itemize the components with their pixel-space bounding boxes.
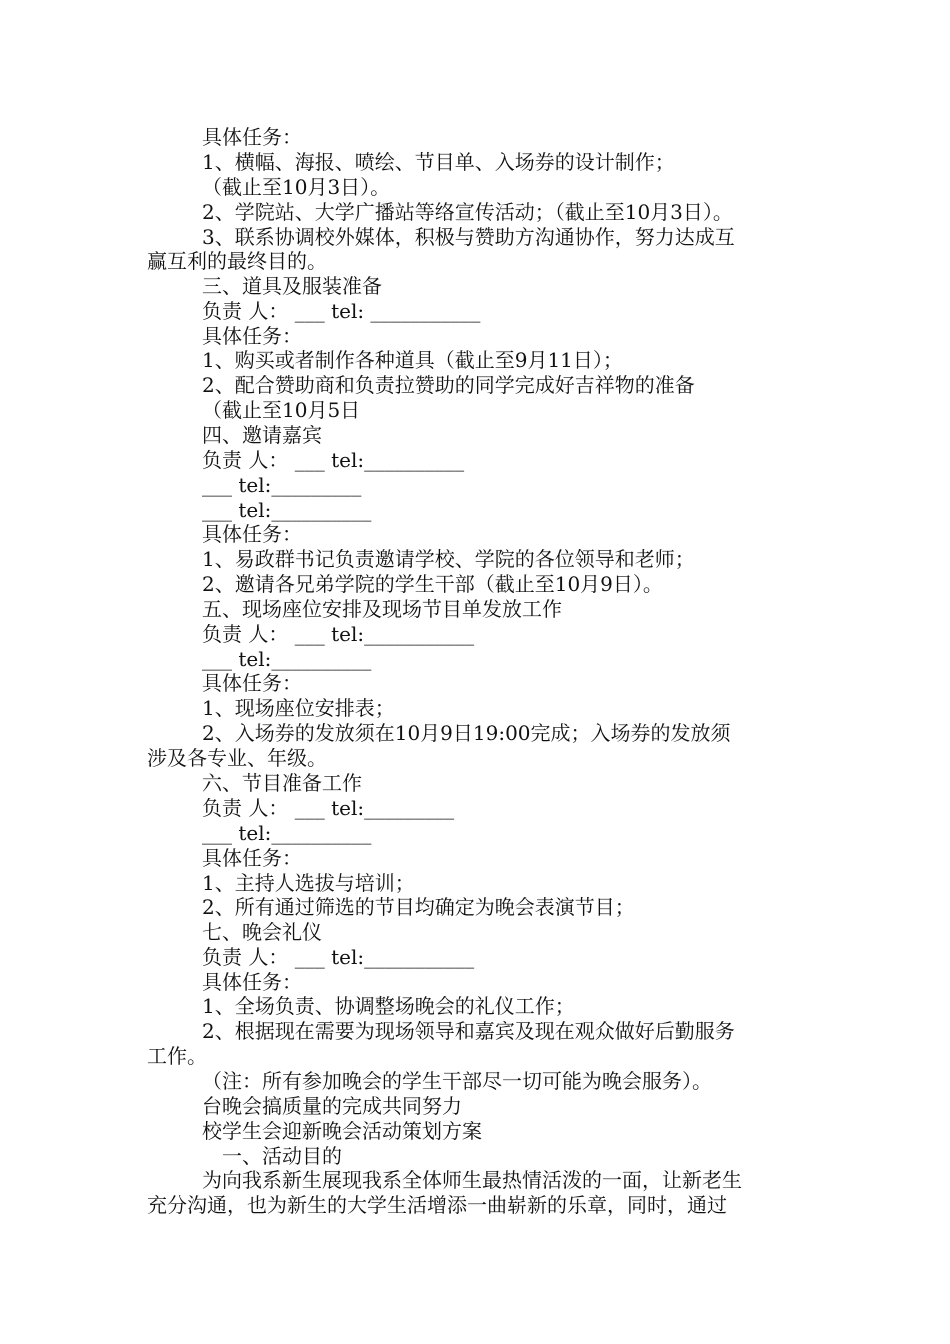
text-line: 工作。 — [147, 1044, 207, 1068]
text-line: 1、全场负责、协调整场晚会的礼仪工作； — [202, 994, 575, 1018]
contact-line: 负责 人： ___ tel:__________ — [202, 448, 465, 472]
text-line: 具体任务： — [202, 324, 302, 348]
text-line: 1、现场座位安排表； — [202, 696, 395, 720]
contact-line: 负责 人： ___ tel:___________ — [202, 622, 475, 646]
text-line: 1、主持人选拔与培训； — [202, 871, 415, 895]
text-line: 1、横幅、海报、喷绘、节目单、入场券的设计制作； — [202, 150, 675, 174]
text-line: 1、易政群书记负责邀请学校、学院的各位领导和老师； — [202, 547, 695, 571]
section-heading: 七、晚会礼仪 — [202, 920, 322, 944]
contact-line: 负责 人： ___ tel:_________ — [202, 796, 455, 820]
text-line: 2、邀请各兄弟学院的学生干部（截止至10月9日）。 — [202, 572, 663, 596]
contact-line: ___ tel:__________ — [202, 821, 372, 845]
text-line: 充分沟通，也为新生的大学生活增添一曲崭新的乐章，同时，通过 — [147, 1193, 727, 1217]
text-line: 2、配合赞助商和负责拉赞助的同学完成好吉祥物的准备 — [202, 373, 695, 397]
contact-line: ___ tel:__________ — [202, 647, 372, 671]
text-line: 为向我系新生展现我系全体师生最热情活泼的一面，让新老生 — [202, 1168, 742, 1192]
text-line: 具体任务： — [202, 846, 302, 870]
text-line: 1、购买或者制作各种道具（截止至9月11日）； — [202, 348, 623, 372]
section-heading: 三、道具及服装准备 — [202, 274, 382, 298]
section-heading: 五、现场座位安排及现场节目单发放工作 — [202, 597, 562, 621]
text-line: 具体任务： — [202, 671, 302, 695]
text-line: 台晚会搞质量的完成共同努力 — [202, 1094, 462, 1118]
text-line: 2、所有通过筛选的节目均确定为晚会表演节目； — [202, 895, 635, 919]
section-heading: 六、节目准备工作 — [202, 771, 362, 795]
text-line: 具体任务： — [202, 125, 302, 149]
text-line: 赢互利的最终目的。 — [147, 249, 327, 273]
text-line: 2、学院站、大学广播站等络宣传活动；（截止至10月3日）。 — [202, 200, 733, 224]
note-line: （注：所有参加晚会的学生干部尽一切可能为晚会服务）。 — [202, 1069, 712, 1093]
text-line: 涉及各专业、年级。 — [147, 746, 327, 770]
text-line: 具体任务： — [202, 970, 302, 994]
contact-line: 负责 人： ___ tel: ___________ — [202, 299, 481, 323]
section-heading: 四、邀请嘉宾 — [202, 423, 322, 447]
contact-line: ___ tel:_________ — [202, 473, 362, 497]
text-line: 具体任务： — [202, 522, 302, 546]
contact-line: 负责 人： ___ tel:___________ — [202, 945, 475, 969]
text-line: （截止至10月3日）。 — [202, 175, 391, 199]
document-title: 校学生会迎新晚会活动策划方案 — [202, 1119, 482, 1143]
text-line: 3、联系协调校外媒体，积极与赞助方沟通协作，努力达成互 — [202, 225, 735, 249]
text-line: 2、入场券的发放须在10月9日19:00完成；入场券的发放须 — [202, 721, 731, 745]
contact-line: ___ tel:__________ — [202, 498, 372, 522]
text-line: 2、根据现在需要为现场领导和嘉宾及现在观众做好后勤服务 — [202, 1019, 735, 1043]
text-line: （截止至10月5日 — [202, 398, 361, 422]
section-heading: 一、活动目的 — [222, 1144, 342, 1168]
